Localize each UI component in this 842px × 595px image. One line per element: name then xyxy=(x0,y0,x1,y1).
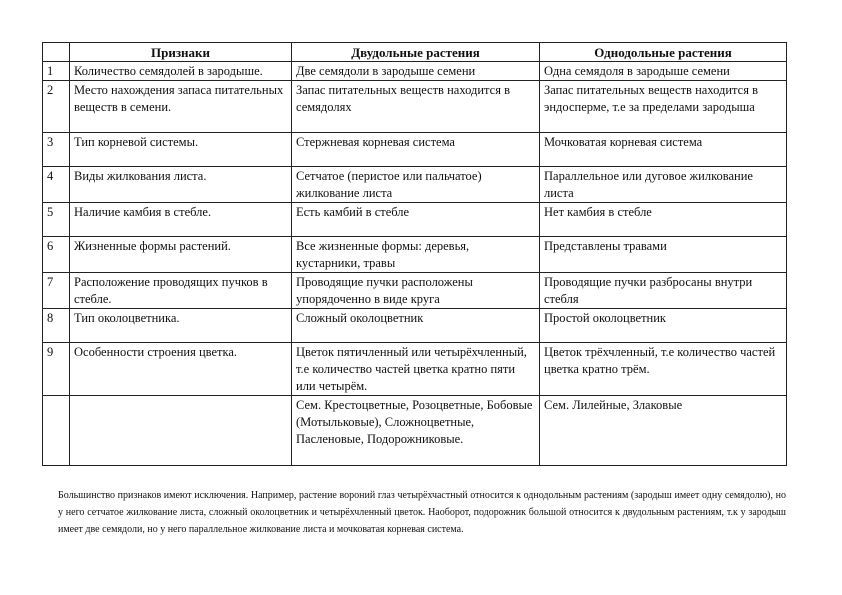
dicot-cell: Есть камбий в стебле xyxy=(292,203,540,237)
monocot-cell: Сем. Лилейные, Злаковые xyxy=(540,396,787,466)
table-row xyxy=(43,167,787,203)
feature-cell: Виды жилкования листа. xyxy=(70,167,292,203)
row-number: 6 xyxy=(43,237,70,273)
dicot-cell: Стержневая корневая система xyxy=(292,133,540,167)
row-number: 5 xyxy=(43,203,70,237)
dicot-cell: Проводящие пучки расположены упорядоченно в виде круга xyxy=(292,273,540,309)
feature-cell: Жизненные формы растений. xyxy=(70,237,292,273)
monocot-cell: Одна семядоля в зародыше семени xyxy=(540,62,787,81)
table-header-row xyxy=(43,43,787,62)
dicot-cell: Сетчатое (перистое или пальчатое) жилкование листа xyxy=(292,167,540,203)
monocot-cell: Проводящие пучки разбросаны внутри стебля xyxy=(540,273,787,309)
feature-cell: Тип околоцветника. xyxy=(70,309,292,343)
table-row xyxy=(43,237,787,273)
header-monocot: Однодольные растения xyxy=(540,43,787,62)
dicot-cell: Две семядоли в зародыше семени xyxy=(292,62,540,81)
table-row xyxy=(43,203,787,237)
feature-cell: Тип корневой системы. xyxy=(70,133,292,167)
header-feature: Признаки xyxy=(70,43,292,62)
row-number: 7 xyxy=(43,273,70,309)
dicot-cell: Сем. Крестоцветные, Розоцветные, Бобовые (Мотыльковые), Сложноцветные, Пасленовые, Подорожниковые. xyxy=(292,396,540,466)
monocot-cell: Цветок трёхчленный, т.е количество частей цветка кратно трём. xyxy=(540,343,787,396)
feature-cell: Наличие камбия в стебле. xyxy=(70,203,292,237)
footnote-paragraph: Большинство признаков имеют исключения. Например, растение вороний глаз четырёхчастный относится к однодольным растениям (зародыш имеет одну семядолю), но у него сетчатое жилкование листа, сложный околоцветник и четырёхчленный цветок. Наоборот, подорожник большой относится к двудольным растениям, т.к у зародыш имеет две семядоли, но у него параллельное жилкование листа и мочковатая корневая система. xyxy=(58,490,786,535)
monocot-cell: Запас питательных веществ находится в эндосперме, т.е за пределами зародыша xyxy=(540,81,787,133)
feature-cell: Место нахождения запаса питательных веществ в семени. xyxy=(70,81,292,133)
monocot-cell: Представлены травами xyxy=(540,237,787,273)
row-number xyxy=(43,396,70,466)
row-number: 2 xyxy=(43,81,70,133)
comparison-table xyxy=(42,42,787,466)
row-number: 9 xyxy=(43,343,70,396)
table-row xyxy=(43,133,787,167)
monocot-cell: Простой околоцветник xyxy=(540,309,787,343)
row-number: 3 xyxy=(43,133,70,167)
feature-cell: Особенности строения цветка. xyxy=(70,343,292,396)
table-row xyxy=(43,309,787,343)
row-number: 4 xyxy=(43,167,70,203)
monocot-cell: Нет камбия в стебле xyxy=(540,203,787,237)
monocot-cell: Параллельное или дуговое жилкование листа xyxy=(540,167,787,203)
monocot-cell: Мочковатая корневая система xyxy=(540,133,787,167)
table-row xyxy=(43,81,787,133)
row-number: 8 xyxy=(43,309,70,343)
table-row xyxy=(43,273,787,309)
feature-cell: Расположение проводящих пучков в стебле. xyxy=(70,273,292,309)
dicot-cell: Запас питательных веществ находится в семядолях xyxy=(292,81,540,133)
feature-cell: Количество семядолей в зародыше. xyxy=(70,62,292,81)
dicot-cell: Сложный околоцветник xyxy=(292,309,540,343)
row-number: 1 xyxy=(43,62,70,81)
dicot-cell: Цветок пятичленный или четырёхчленный, т.е количество частей цветка кратно пяти или четырём. xyxy=(292,343,540,396)
table-row xyxy=(43,396,787,466)
table-row xyxy=(43,62,787,81)
feature-cell xyxy=(70,396,292,466)
dicot-cell: Все жизненные формы: деревья, кустарники, травы xyxy=(292,237,540,273)
header-dicot: Двудольные растения xyxy=(292,43,540,62)
header-num xyxy=(43,43,70,62)
table-row xyxy=(43,343,787,396)
